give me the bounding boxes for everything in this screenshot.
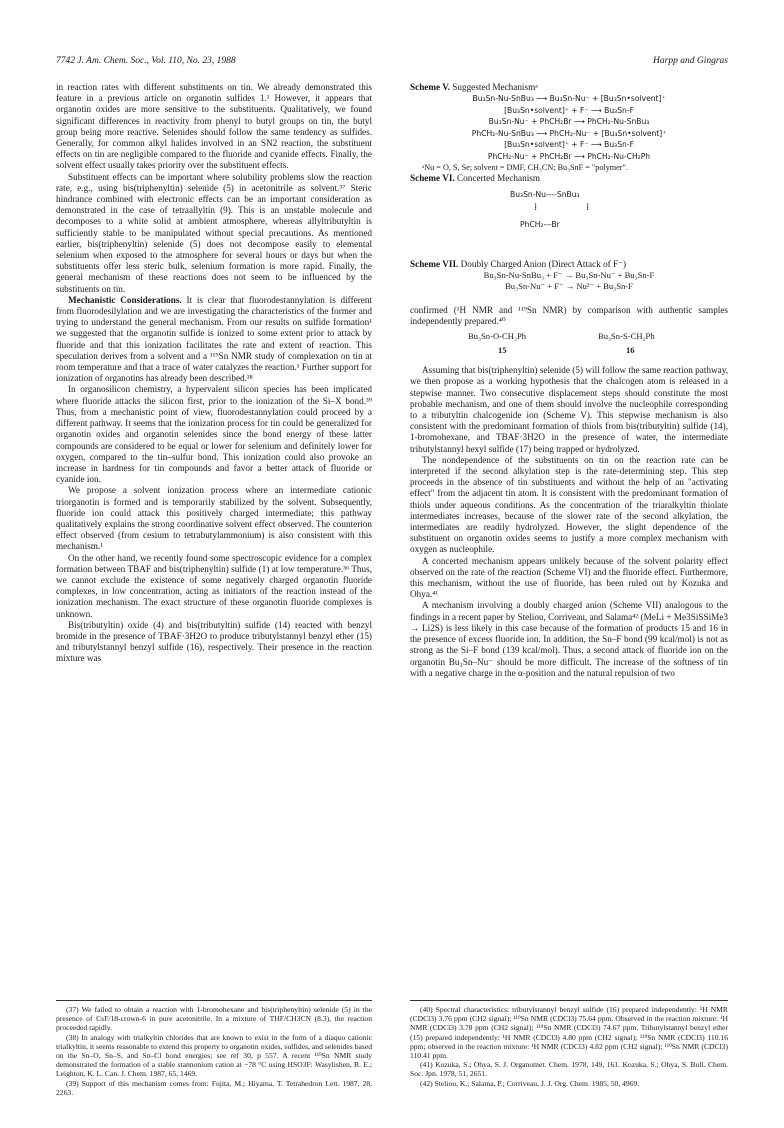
scheme-6-title [410, 173, 728, 184]
footnote: (41) Kozuka, S.; Ohya, S. J. Organomet. Chem. 1978, 149, 161. Kozuka, S.; Ohya, S. Bull. Chem. Soc. Jpn. 1978, 51, 2651. [410, 1060, 728, 1079]
authors-header: Harpp and Gingras [653, 56, 728, 66]
paragraph: Substituent effects can be important where solubility problems slow the reaction rate, e.g., using bis(triphenyltin) selenide (5) in acetonitrile as solvent.³⁷ Steric hindrance combined with electronic effects can be an important consideration as demonstrated in the case of tetraallyltin (9). This is an unstable molecule and decomposes to a white solid at ambient atmosphere, whereas allyltributyltin is sufficiently stable to be manipulated without special precautions. As mentioned earlier, bis(triphenyltin) selenide (5) does not decompose easily to elemental selenium when exposed to the atmosphere for several hours or days but when the substituents offer less steric bulk, selenium formation is more rapid. Finally, the general mechanism of these reactions does not seem to be influenced by the substituents on tin. [56, 171, 372, 294]
footnotes-left [56, 1000, 372, 1097]
compound-16-formula: Bu₃Sn-S-CH₂Ph [598, 331, 655, 342]
footnote-divider [410, 1000, 728, 1001]
paragraph: We propose a solvent ionization process where an intermediate cationic triorganotin is formed and is temporarily stabilized by the solvent. Subsequently, fluoride ion could attack this positively charged intermediate; this pathway qualitatively explains the strong coordinative solvent effect observed. The counterion effect observed (from cesium to tetrabutylammonium) is also consistent with this mechanism.¹ [56, 485, 372, 552]
dashed-bond: ⁞ [534, 201, 538, 213]
concerted-structure [410, 189, 728, 245]
section-run-head: Mechanistic Considerations. [68, 294, 182, 305]
footnotes-right [410, 1000, 728, 1088]
scheme-equation: [Bu₃Sn•solvent]⁺ + F⁻ ⟶ Bu₃Sn-F [504, 140, 634, 150]
paragraph: A concerted mechanism appears unlikely because of the solvent polarity effect observed on the rate of the reaction (Scheme VI) and the fluoride effect. Furthermore, this mechanism, without the use of fluoride, has been ruled out by Kozuka and Ohya.⁴¹ [410, 555, 728, 600]
compound-15-number: 15 [498, 345, 507, 356]
scheme-equation: Bu₃Sn-Nu⁻ + PhCH₂Br ⟶ PhCH₂-Nu-SnBu₃ [488, 117, 650, 127]
scheme-label: Scheme V. [410, 82, 450, 92]
compound-16-number: 16 [626, 345, 635, 356]
scheme-equation: PhCH₂-Nu⁻ + PhCH₂Br ⟶ PhCH₂-Nu-CH₂Ph [487, 151, 651, 161]
compound-structures [410, 331, 728, 359]
dashed-bond: ⁞ [586, 201, 590, 213]
scheme-7-title [410, 259, 728, 270]
footnote: (40) Spectral characteristics: tributylstannyl benzyl sulfide (16) prepared independently: ¹H NMR (CDCl3) 3.76 ppm (CH2 signal); ¹¹⁹Sn NMR (CDCl3) 75.64 ppm. Observed in the reaction mixture: ¹H NMR (CDCl3) 3.78 ppm (CH2 signal); ¹¹⁹Sn NMR (CDCl3) 74.67 ppm. Tributylstannyl benzyl ether (15) prepared independently: ¹H NMR (CDCl3) 4.80 ppm (CH2 signal); ¹¹⁹Sn NMR (CDCl3) 110.16 ppm; observed in the reaction mixture: ¹H NMR (CDCl3) 4.82 ppm (CH2 signal); ¹¹⁹Sn NMR (CDCl3) 110.41 ppm. [410, 1005, 728, 1061]
scheme-label: Scheme VII. [410, 258, 459, 269]
footnote: (39) Support of this mechanism comes from: Fujita, M.; Hiyama, T. Tetrahedron Lett. 1987, 28, 2263. [56, 1078, 372, 1097]
footnote-divider [56, 1000, 372, 1001]
compound-15-formula: Bu₃Sn-O-CH₂Ph [468, 331, 527, 342]
paragraph: The nondependence of the substituents on tin on the reaction rate can be interpreted if the second alkylation step is the rate-determining step. This step proceeds in the absence of tin substituents and without the help of an "activating effect" from the adjacent tin atom. It is consistent with the predominant formation of thiols under aqueous conditions. As the concentration of the triaralkyltin thiolate intermediates increases, because of the slower rate of the second alkylation, the intermediates are readily hydrolyzed. However, the slight dependence of the substituent on organotin oxides seems to justify a more complex mechanism with oxygen as nucleophile. [410, 454, 728, 555]
scheme-caption: Doubly Charged Anion (Direct Attack of F⁻) [458, 258, 627, 269]
footnote: (37) We failed to obtain a reaction with 1-bromohexane and bis(triphenyltin) selenide (5) in the presence of CsF/18-crown-6 in pure acetonitrile. In a mixture of THF/CH3CN (8.3), the reaction proceeded rapidly. [56, 1005, 372, 1033]
footnote: (42) Steliou, K.; Salama, P.; Corriveau, J. J. Org. Chem. 1985, 50, 4969. [420, 1078, 640, 1088]
paragraph [56, 295, 372, 385]
running-header [56, 56, 728, 70]
scheme-5-footnote: ᵃNu = O, S, Se; solvent = DMF, CH₃CN; Bu₃SnF = "polymer". [422, 163, 628, 173]
scheme-equation: PhCH₂-Nu-SnBu₃ ⟶ PhCH₂-Nu⁻ + [Bu₃Sn•solvent]⁺ [471, 128, 667, 138]
paragraph: Assuming that bis(triphenyltin) selenide (5) will follow the same reaction pathway, we then propose as a working hypothesis that the chalcogen atom is released in a stepwise manner. Two consecutive displacement steps should constitute the most probable mechanism, and one of them should involve the nucleophile corresponding to a tributyltin chalcogenide ion (Scheme V). This stepwise mechanism is also consistent with the predominant formation of thiols from bis(tributyltin) sulfide (14), 1-bromohexane, and TBAF·3H2O in the presence of water, the intermediate tributylstannyl hexyl sulfide (17) being trapped or hydrolyzed. [410, 365, 728, 454]
footnote: (38) In analogy with trialkyltin chlorides that are known to exist in the form of a diaquo cationic trialkyltin, it seems reasonable to extend this property to organotin oxides, sulfides, and selenides based on the Sn–O, Sn–S, and Sn–Cl bond energies; see ref 30, p 557. A recent ¹¹⁹Sn NMR study demonstrated the formation of a stable stannonium cation at −78 °C using HSO3F: Wasylishen, R. E.; Leighton, K. L. Can. J. Chem. 1987, 65, 1469. [56, 1032, 372, 1079]
scheme-equation: Bu₃Sn-Nu-SnBu₃ + F⁻ → Bu₃Sn-Nu⁻ + Bu₃Sn-F [483, 269, 655, 280]
paragraph: In organosilicon chemistry, a hypervalent silicon species has been implicated where fluoride attacks the silicon first, prior to the ionization of the Si–X bond.³⁹ Thus, from a mechanistic point of view, fluorodestannylation could proceed by a different pathway. It seems that the ionization process for tin could be generalized for organotin oxides and organotin selenides since the bond energy of these latter compounds are considered to be equal or lower for selenium and definitely lower for oxygen, compared to the tin–sulfur bond. This ionization could also provoke an increase in hardness for tin compounds and favor a better attack of fluoride or cyanide ion. [56, 384, 372, 485]
right-column [410, 82, 728, 679]
paragraph: On the other hand, we recently found some spectroscopic evidence for a complex formation between TBAF and bis(triphenyltin) sulfide (1) at low temperature.³⁶ Thus, we cannot exclude the existence of some negatively charged organotin fluoride complexes, in low concentration, acting as initiators of the reaction instead of the ionization mechanism. The exact structure of these organotin fluoride complexes is unknown. [56, 552, 372, 619]
paragraph: Bis(tributyltin) oxide (4) and bis(tributyltin) sulfide (14) reacted with benzyl bromide in the presence of TBAF·3H2O to produce tributylstannyl benzyl ether (15) and tributylstannyl benzyl sulfide (16), respectively. Their presence in the reaction mixture was [56, 619, 372, 664]
concerted-bottom: PhCH₂---Br [520, 219, 560, 229]
scheme-equation: [Bu₃Sn•solvent]⁺ + F⁻ ⟶ Bu₃Sn-F [504, 105, 634, 115]
scheme-equation: Bu₃Sn-Nu⁻ + F⁻ → Nu²⁻ + Bu₃Sn-F [505, 281, 633, 292]
left-column [56, 82, 372, 665]
paragraph: in reaction rates with different substituents on tin. We already demonstrated this feature in a previous article on organotin sulfides 1.¹ However, it appears that organotin oxides are more sensitive to the substituents. Qualitatively, we found significant differences in reactivity from phenyl to butyl groups on tin, the butyl group being more reactive. Selenides should follow the same tendency as sulfides. Generally, for common alkyl halides involved in an SN2 reaction, the substituent effects on tin are negligible compared to the fluoride and cyanide effects. Finally, the solvent effect usually takes priority over the substituent effects. [56, 82, 372, 171]
scheme-equation: Bu₃Sn-Nu-SnBu₃ ⟶ Bu₃Sn-Nu⁻ + [Bu₃Sn•solvent]⁺ [472, 94, 666, 104]
scheme-5-title [410, 82, 728, 93]
scheme-caption: Suggested Mechanismᵃ [449, 82, 538, 92]
scheme-label: Scheme VI. [410, 173, 455, 184]
journal-citation: 7742 J. Am. Chem. Soc., Vol. 110, No. 23, 1988 [56, 56, 236, 66]
paragraph-text: It is clear that fluorodestannylation is different from fluorodesilylation and we are investigating the characteristics of the former and trying to understand the general mechanism. From our results on sulfide formation¹ we suggested that the organotin sulfide is ionized to some extent prior to attack by fluoride and that this ionization facilitates the rate and extent of reaction. This speculation derives from a solvent and a ¹¹⁹Sn NMR study of complexation on tin at room temperature and that a trace of water catalyzes the reaction.¹ Further support for ionization of organotins has already been described.³⁸ [56, 294, 372, 384]
paragraph: A mechanism involving a doubly charged anion (Scheme VII) analogous to the findings in a recent paper by Steliou, Corriveau, and Salama⁴² (MeLi + Me3SiSSiMe3 → Li2S) is less likely in this case because of the formation of products 15 and 16 in the presence of excess fluoride ion. In addition, the Sn–F bond (99 kcal/mol) is not as strong as the Si–F bond (139 kcal/mol). Thus, a second attack of fluoride ion on the organotin Bu₃Sn–Nu⁻ should be more difficult. The increase of the softness of tin with a negative charge in the α-position and the natural repulsion of two [410, 600, 728, 678]
concerted-top: Bu₃Sn-Nu----SnBu₃ [510, 189, 580, 199]
scheme-caption: Concerted Mechanism [454, 173, 540, 184]
paragraph: confirmed (¹H NMR and ¹¹⁹Sn NMR) by comparison with authentic samples independently prepared.⁴⁰ [410, 304, 728, 327]
